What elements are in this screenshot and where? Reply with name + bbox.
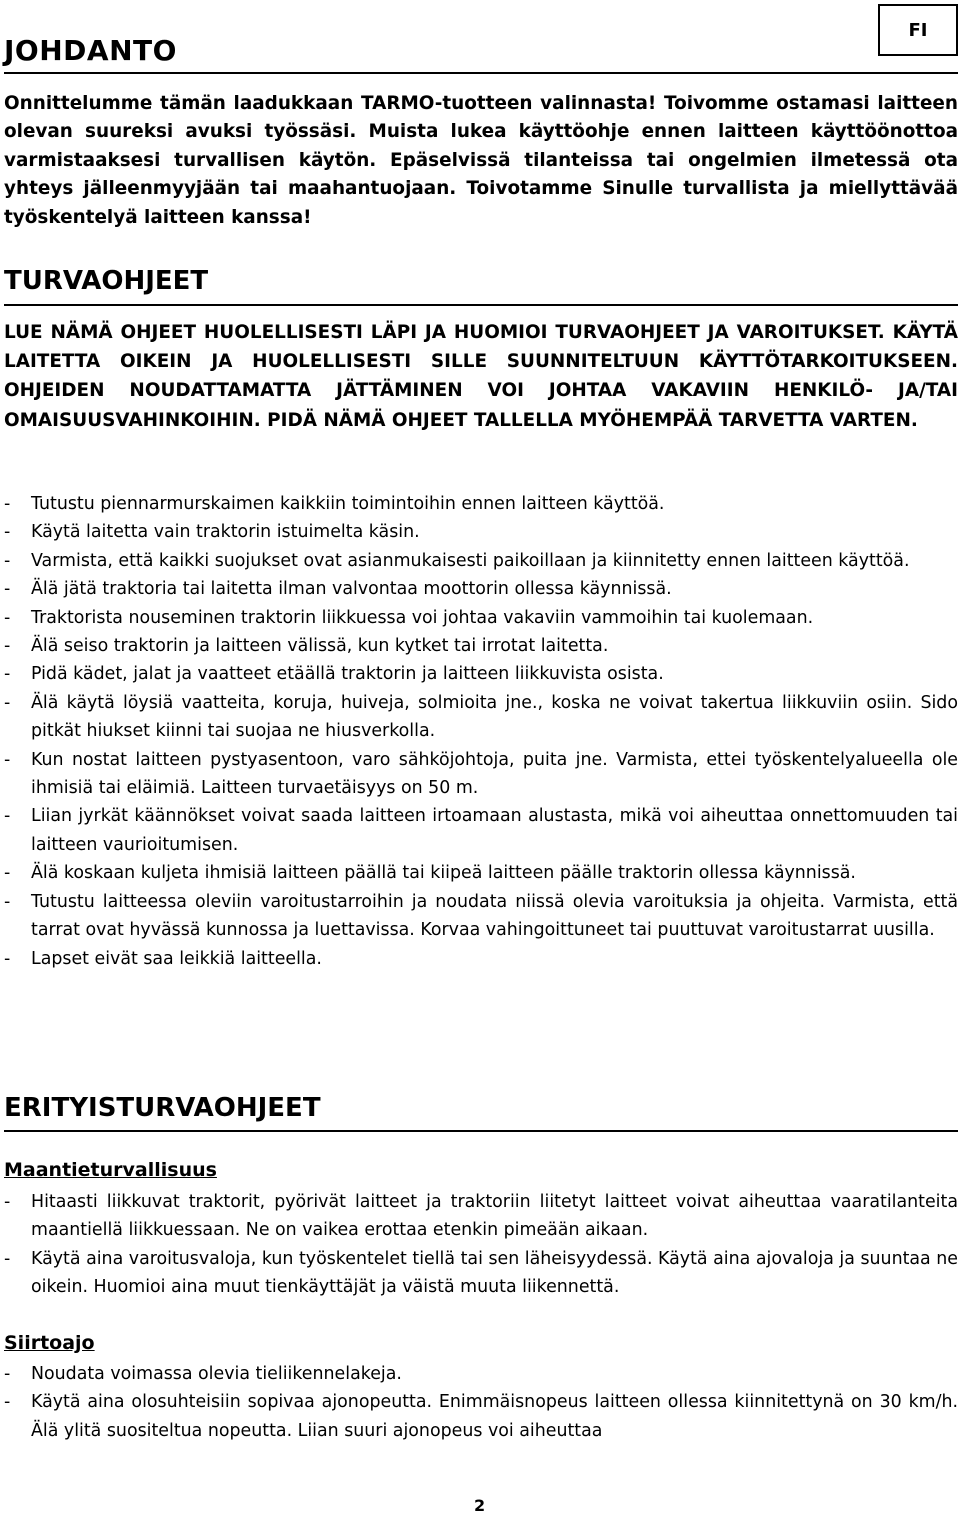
johdanto-heading: JOHDANTO <box>4 34 177 67</box>
siirtoajo-subheading: Siirtoajo <box>4 1332 95 1354</box>
list-item: - Kun nostat laitteen pystyasentoon, varo sähköjohtoja, puita jne. Varmista, ettei työskentelyalueella ole ihmisiä tai eläimiä. Laitteen turvaetäisyys on 50 m. <box>4 749 958 799</box>
list-item: - Noudata voimassa olevia tieliikennelakeja. <box>4 1364 402 1384</box>
list-item: - Liian jyrkät käännökset voivat saada laitteen irtoamaan alustasta, mikä voi aiheuttaa onnettomuuden tai laitteen vaurioitumisen. <box>4 806 958 855</box>
list-item: - Älä käytä löysiä vaatteita, koruja, huiveja, solmioita jne., koska ne voivat takertua liikkuviin osiin. Sido pitkät hiukset kiinni tai suojaa ne hiusverkolla. <box>4 692 958 742</box>
list-item: - Älä jätä traktoria tai laitetta ilman valvontaa moottorin ollessa käynnissä. <box>4 579 672 600</box>
turvaohjeet-heading: TURVAOHJEET <box>4 266 209 296</box>
list-item: - Pidä kädet, jalat ja vaatteet etäällä traktorin ja laitteen liikkuvista osista. <box>4 664 664 685</box>
road-safety-list <box>4 1188 958 1302</box>
list-item: - Hitaasti liikkuvat traktorit, pyörivät laitteet ja traktoriin liitetyt laitteet voivat aiheuttaa vaaratilanteita maantiellä liikkuessaan. Ne on vaikea erottaa etenkin pimeään aikaan. <box>4 1192 958 1241</box>
list-item: - Lapset eivät saa leikkiä laitteella. <box>4 948 322 969</box>
list-item: - Tutustu piennarmurskaimen kaikkiin toimintoihin ennen laitteen käyttöä. <box>4 494 665 514</box>
list-item: - Käytä aina olosuhteisiin sopivaa ajonopeutta. Enimmäisnopeus laitteen ollessa kiinnitettynä on 30 km/h. Älä ylitä suositeltua nopeutta. Liian suuri ajonopeus voi aiheuttaa <box>4 1392 958 1441</box>
language-badge: FI <box>878 4 958 56</box>
heading-rule <box>4 72 958 74</box>
transport-list <box>4 1360 958 1445</box>
maantieturvallisuus-subheading: Maantieturvallisuus <box>4 1159 217 1181</box>
warning-caps-paragraph: LUE NÄMÄ OHJEET HUOLELLISESTI LÄPI JA HUOMIOI TURVAOHJEET JA VAROITUKSET. KÄYTÄ LAITETTA OIKEIN JA HUOLELLISESTI SILLE SUUNNITELTUUN KÄYTTÖTARKOITUKSEEN. OHJEIDEN NOUDATTAMATTA JÄTTÄMINEN VOI JOHTAA VAKAVIIN HENKILÖ- JA/TAI OMAISUUSVAHINKOIHIN. PIDÄ NÄMÄ OHJEET TALLELLA MYÖHEMPÄÄ TARVETTA VARTEN. <box>4 322 958 431</box>
list-item: - Älä koskaan kuljeta ihmisiä laitteen päällä tai kiipeä laitteen päälle traktorin ollessa käynnissä. <box>4 863 856 884</box>
erityisturvaohjeet-heading: ERITYISTURVAOHJEET <box>4 1093 321 1123</box>
heading-rule <box>4 304 958 306</box>
list-item: - Traktorista nouseminen traktorin liikkuessa voi johtaa vakaviin vammoihin tai kuolemaan. <box>4 607 814 628</box>
intro-paragraph: Onnittelumme tämän laadukkaan TARMO-tuotteen valinnasta! Toivomme ostamasi laitteen olevan suureksi avuksi työssäsi. Muista lukea käyttöohje ennen laitteen käyttöönottoa varmistaaksesi turvallisen käytön. Epäselvissä tilanteissa tai ongelmien ilmetessä ota yhteys jälleenmyyjään tai maahantuojaan. Toivotamme Sinulle turvallista ja miellyttävää työskentelyä laitteen kanssa! <box>4 93 958 228</box>
heading-rule <box>4 1130 958 1132</box>
list-item: - Tutustu laitteessa oleviin varoitustarroihin ja noudata niissä olevia varoituksia ja ohjeita. Varmista, että tarrat ovat hyvässä kunnossa ja luettavissa. Korvaa vahingoittuneet tai puuttuvat varoitustarrat uusilla. <box>4 891 958 941</box>
safety-instructions-list <box>4 490 958 973</box>
list-item: - Käytä aina varoitusvaloja, kun työskentelet tiellä tai sen läheisyydessä. Käytä aina ajovaloja ja suuntaa ne oikein. Huomioi aina muut tienkäyttäjät ja väistä muuta liikennettä. <box>4 1248 958 1298</box>
list-item: - Käytä laitetta vain traktorin istuimelta käsin. <box>4 522 420 543</box>
list-item: - Varmista, että kaikki suojukset ovat asianmukaisesti paikoillaan ja kiinnitetty ennen laitteen käyttöä. <box>4 550 910 571</box>
page-number: 2 <box>474 1496 486 1515</box>
list-item: - Älä seiso traktorin ja laitteen välissä, kun kytket tai irrotat laitetta. <box>4 636 609 657</box>
